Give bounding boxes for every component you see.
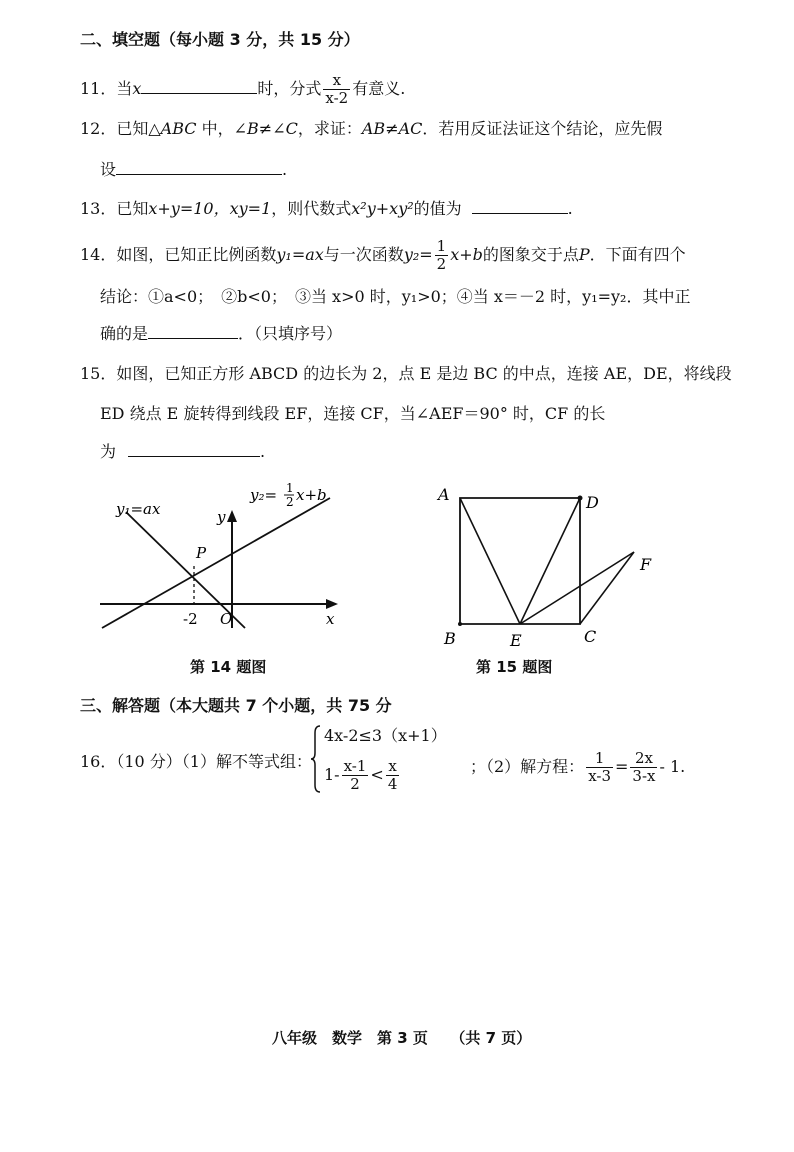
question-14-line3: 确的是 ．（只填序号） [100, 324, 343, 343]
label-b: B [444, 629, 456, 648]
label-c: C [584, 627, 597, 646]
question-13: 13．已知x+y=10，xy=1，则代数式x²y+xy²的值为 . [80, 199, 573, 218]
fraction-one-half: $\frac{1}{2}$ [436, 237, 447, 273]
section-3-title: 三、解答题（本大题共 7 个小题，共 75 分 [80, 696, 392, 715]
answer-blank-13[interactable] [472, 197, 568, 214]
label-y2-den: 2 [286, 495, 294, 509]
x-axis-arrow [326, 599, 338, 609]
question-14: 14．如图，已知正比例函数y₁=ax与一次函数y₂= $\frac{1}{2}$ x+b的图象交于点P．下面有四个 [80, 237, 686, 273]
question-15-line3: 为 . [100, 442, 266, 461]
label-y2-num: 1 [286, 481, 294, 495]
answer-blank-12[interactable] [116, 158, 282, 175]
brace [311, 725, 321, 793]
label-y1: y₁=ax [116, 500, 161, 518]
inequality-1: 4x-2≤3（x+1） [324, 726, 447, 745]
figure-15-caption: 第 15 题图 [476, 658, 553, 676]
inequality-2: 1- $\frac{x-1}{2}$ < $\frac{x}{4}$ [324, 757, 398, 793]
label-y2: y₂= [250, 486, 278, 504]
label-f: F [640, 555, 652, 574]
figure-14-graph [90, 478, 360, 638]
question-12-line2: 设 . [100, 160, 288, 179]
point-p-label: P [196, 544, 207, 562]
label-e: E [510, 631, 522, 650]
section-2-title: 二、填空题（每小题 3 分，共 15 分） [80, 30, 360, 49]
figure-14-caption: 第 14 题图 [190, 658, 267, 676]
segment-ae [460, 498, 520, 624]
square-abcd [460, 498, 580, 624]
label-d: D [586, 493, 599, 512]
label-a: A [438, 485, 450, 504]
x-axis-label: x [326, 610, 335, 628]
y-axis-label: y [217, 508, 226, 526]
question-14-line2: 结论：①a<0； ②b<0； ③当 x>0 时，y₁>0；④当 x＝－2 时，y₁=y₂．其中正 [100, 287, 691, 306]
question-15: 15．如图，已知正方形 ABCD 的边长为 2，点 E 是边 BC 的中点，连接 AE，DE，将线段 [80, 364, 732, 383]
origin-label: O [220, 610, 233, 628]
page-footer: 八年级 数学 第 3 页 （共 7 页） [272, 1029, 532, 1047]
y-axis-arrow [227, 510, 237, 522]
fraction-x-over-x-2: $\frac{x}{x-2}$ [325, 71, 349, 107]
tick-minus-2: -2 [183, 610, 198, 628]
question-16: 16．（10 分）（1）解不等式组： [80, 752, 312, 771]
question-12: 12．已知△ABC 中，∠B≠∠C，求证：AB≠AC．若用反证法证这个结论，应先假 [80, 119, 663, 138]
question-15-line2: ED 绕点 E 旋转得到线段 EF，连接 CF，当∠AEF＝90° 时，CF 的长 [100, 404, 606, 423]
fraction-1-over-x-3: $\frac{1}{x-3}$ [588, 749, 611, 785]
segment-cf [580, 552, 634, 624]
fraction-2x-over-3-x: $\frac{2x}{3-x}$ [632, 749, 656, 785]
answer-blank-11[interactable] [141, 77, 257, 94]
label-y2-tail: x+b [296, 486, 327, 504]
question-11: 11．当x 时，分式 $\frac{x}{x-2}$ 有意义. [80, 71, 406, 107]
answer-blank-15[interactable] [128, 440, 260, 457]
answer-blank-14[interactable] [148, 322, 238, 339]
figure-15-square [430, 478, 670, 653]
question-16-part2: ；（2）解方程： $\frac{1}{x-3}$ = $\frac{2x}{3-x}$ - 1. [470, 749, 686, 785]
